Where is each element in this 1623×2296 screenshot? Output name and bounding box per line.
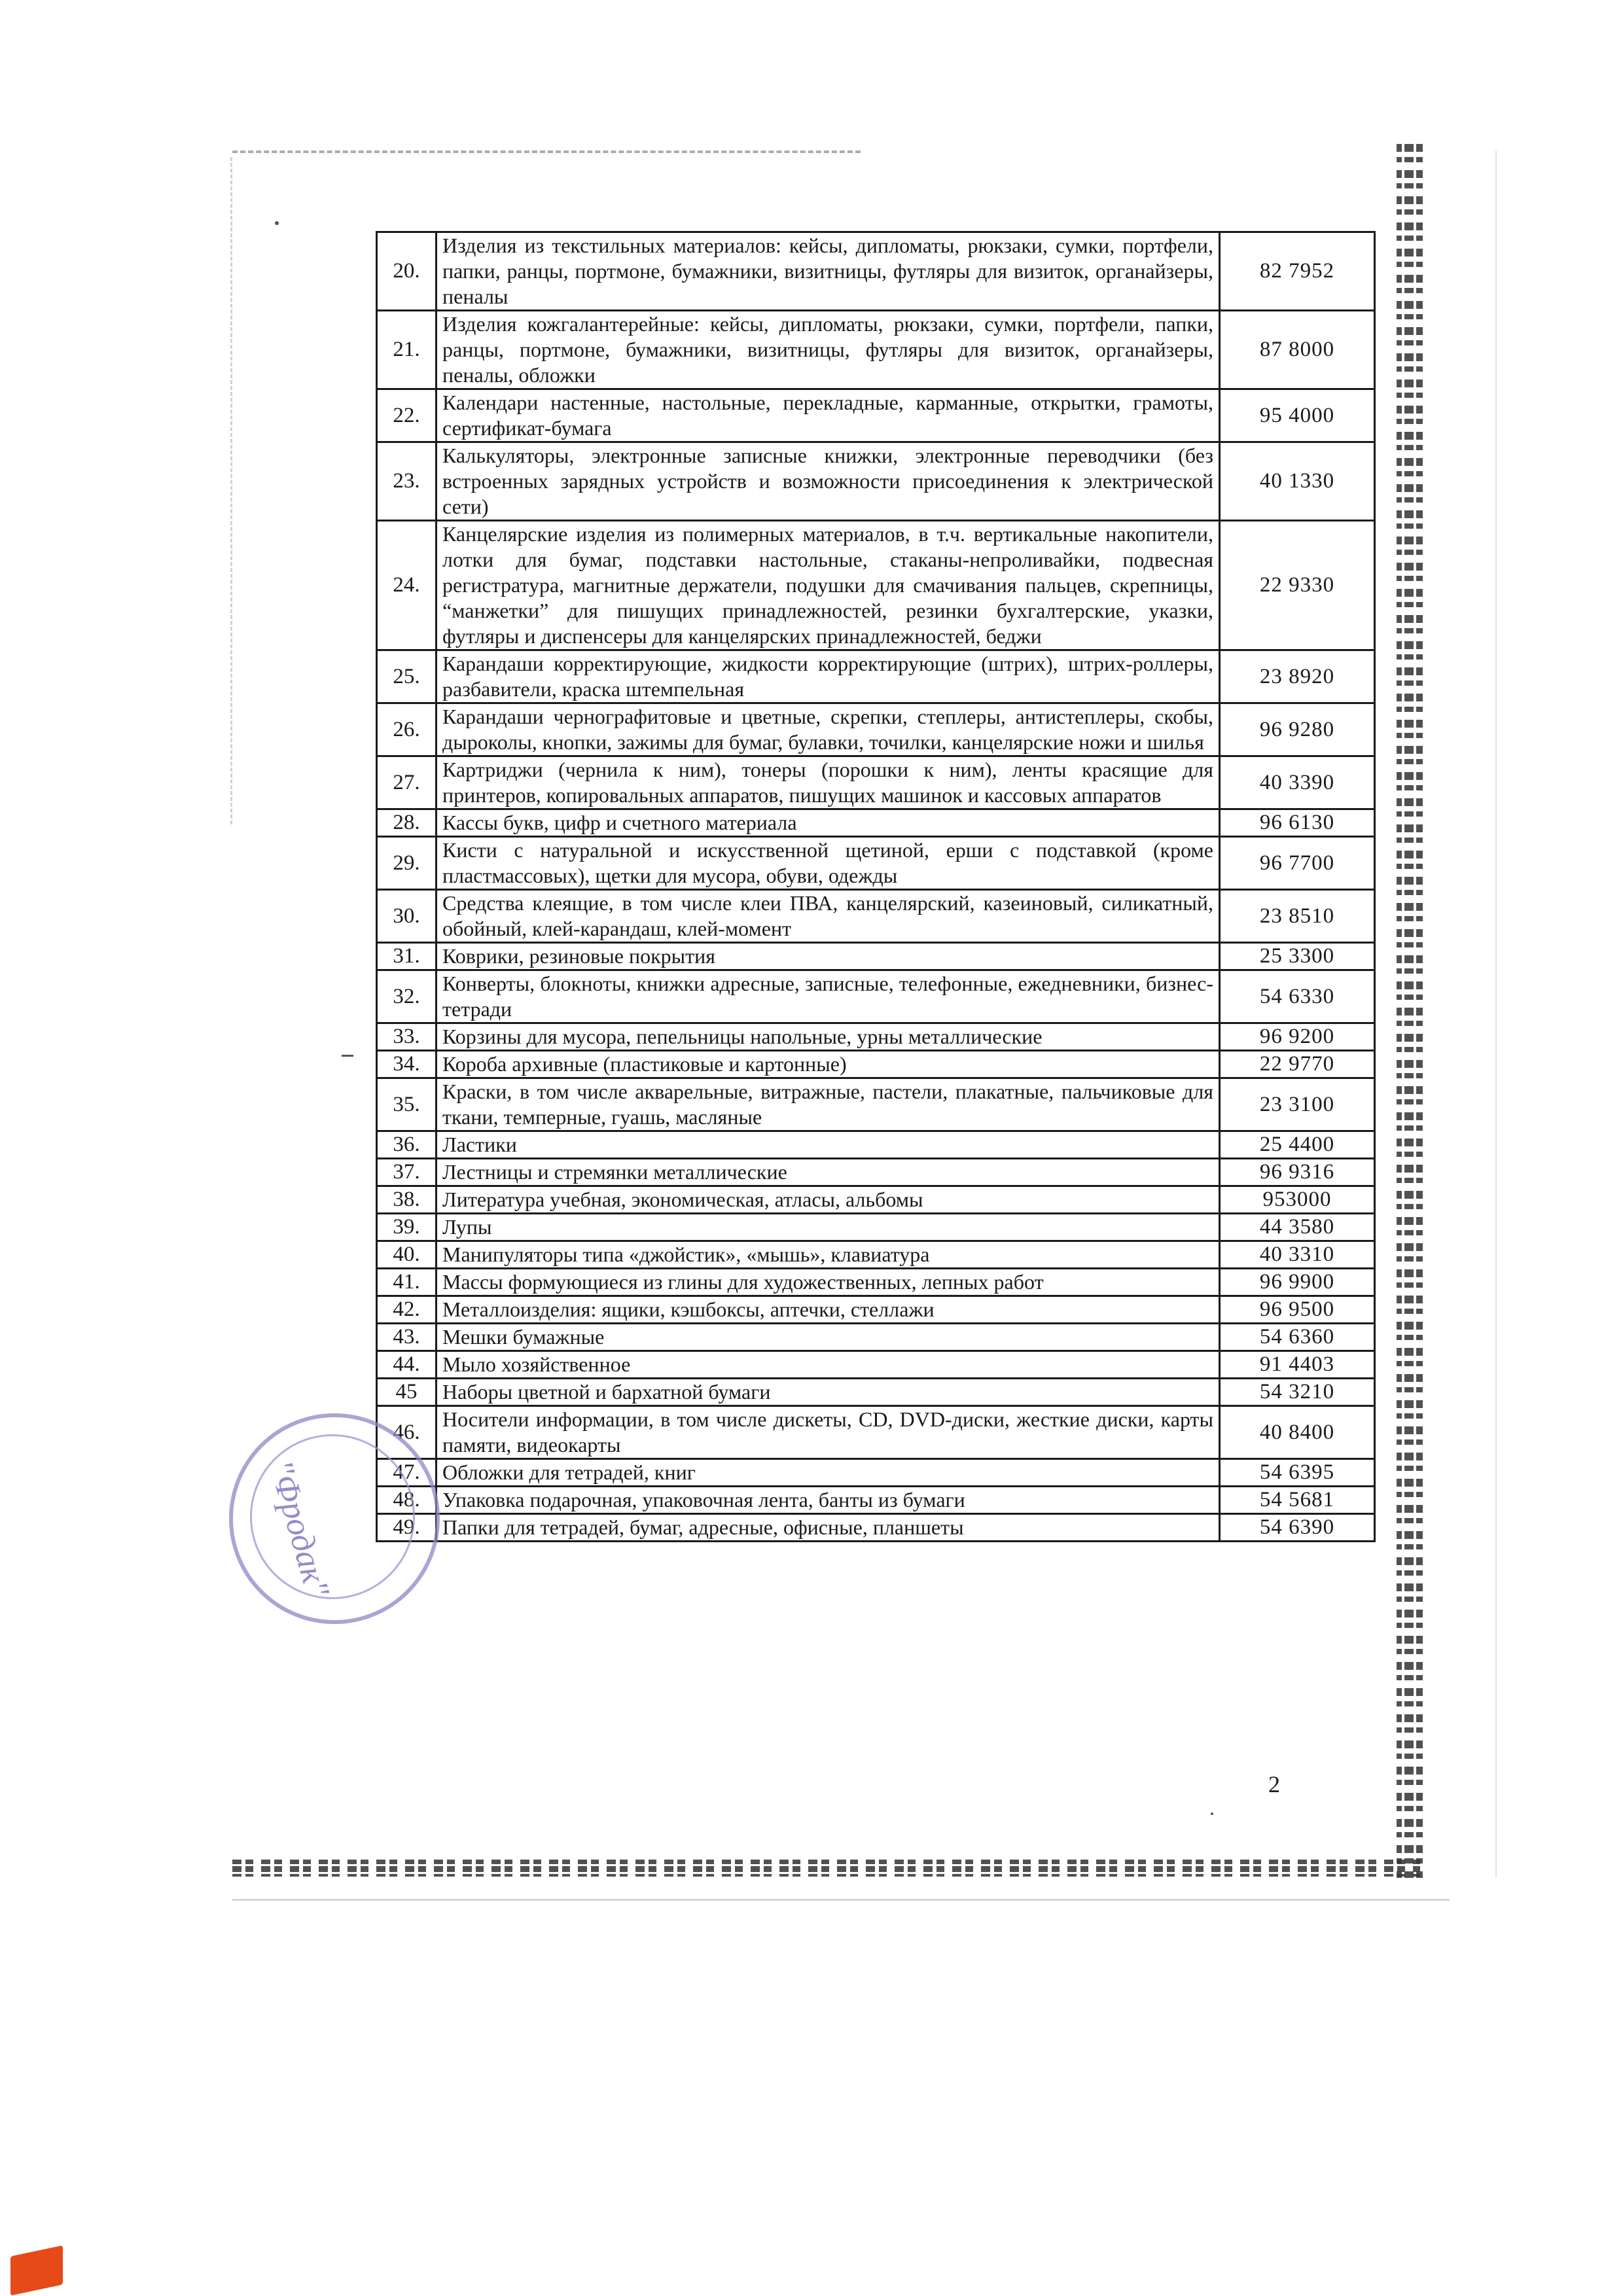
row-number: 39. (377, 1214, 437, 1241)
table-row (377, 1406, 1375, 1459)
row-number: 27. (377, 756, 437, 809)
row-description: Мыло хозяйственное (437, 1351, 1220, 1379)
table-row (377, 1296, 1375, 1324)
scan-top-edge (232, 150, 861, 153)
row-code: 96 9500 (1220, 1296, 1375, 1324)
row-number: 43. (377, 1324, 437, 1351)
ornamental-border-bottom (232, 1860, 1420, 1877)
row-number: 48. (377, 1487, 437, 1514)
row-number: 44. (377, 1351, 437, 1379)
row-code: 87 8000 (1220, 311, 1375, 389)
row-description: Изделия из текстильных материалов: кейсы, дипломаты, рюкзаки, сумки, портфели, папки, ранцы, портмоне, бумажники, визитницы, футляры для визиток, органайзеры, пеналы (437, 232, 1220, 311)
row-description: Средства клеящие, в том числе клеи ПВА, канцелярский, казеиновый, силикатный, обойный, клей-карандаш, клей-момент (437, 890, 1220, 943)
page-number: 2 (1268, 1771, 1280, 1797)
row-number: 34. (377, 1051, 437, 1078)
row-number: 30. (377, 890, 437, 943)
row-description: Упаковка подарочная, упаковочная лента, банты из бумаги (437, 1487, 1220, 1514)
row-number: 37. (377, 1159, 437, 1186)
table-row (377, 756, 1375, 809)
company-stamp (229, 1413, 440, 1624)
row-code: 54 6360 (1220, 1324, 1375, 1351)
row-number: 25. (377, 650, 437, 703)
row-description: Наборы цветной и бархатной бумаги (437, 1379, 1220, 1406)
row-code: 23 8510 (1220, 890, 1375, 943)
row-number: 46. (377, 1406, 437, 1459)
row-number: 31. (377, 943, 437, 970)
table-row (377, 311, 1375, 389)
ornamental-border-right (1397, 144, 1423, 1878)
row-description: Кисти с натуральной и искусственной щетиной, ерши с подставкой (кроме пластмассовых), щетки для мусора, обуви, одежды (437, 837, 1220, 890)
table-row (377, 1324, 1375, 1351)
row-number: 20. (377, 232, 437, 311)
table-row (377, 1023, 1375, 1051)
table-row (377, 1131, 1375, 1159)
row-number: 26. (377, 703, 437, 756)
row-number: 36. (377, 1131, 437, 1159)
table-row (377, 232, 1375, 311)
row-code: 40 1330 (1220, 442, 1375, 521)
row-code: 82 7952 (1220, 232, 1375, 311)
row-description: Ластики (437, 1131, 1220, 1159)
row-description: Изделия кожгалантерейные: кейсы, дипломаты, рюкзаки, сумки, портфели, папки, ранцы, портмоне, бумажники, визитницы, футляры для визиток, органайзеры, пеналы, обложки (437, 311, 1220, 389)
table-row (377, 650, 1375, 703)
row-number: 22. (377, 389, 437, 442)
row-code: 44 3580 (1220, 1214, 1375, 1241)
table-row (377, 1514, 1375, 1542)
row-description: Календари настенные, настольные, перекладные, карманные, открытки, грамоты, сертификат-бумага (437, 389, 1220, 442)
table-row (377, 890, 1375, 943)
row-number: 33. (377, 1023, 437, 1051)
row-description: Калькуляторы, электронные записные книжки, электронные переводчики (без встроенных зарядных устройств и возможности присоединения к электрической сети) (437, 442, 1220, 521)
scan-speck (275, 221, 279, 225)
table-row (377, 442, 1375, 521)
row-number: 41. (377, 1269, 437, 1296)
row-code: 54 6395 (1220, 1459, 1375, 1487)
row-code: 23 8920 (1220, 650, 1375, 703)
scan-bottom-edge (232, 1899, 1450, 1901)
row-number: 28. (377, 809, 437, 837)
row-number: 47. (377, 1459, 437, 1487)
row-code: 54 6330 (1220, 970, 1375, 1023)
stamp-company-name: "Фродак" (262, 1457, 336, 1602)
table-row (377, 521, 1375, 650)
table-row (377, 837, 1375, 890)
row-number: 24. (377, 521, 437, 650)
table-row (377, 1159, 1375, 1186)
table-row (377, 1078, 1375, 1131)
scan-speck (342, 1055, 353, 1057)
row-description: Папки для тетрадей, бумаг, адресные, офисные, планшеты (437, 1514, 1220, 1542)
row-code: 40 3310 (1220, 1241, 1375, 1269)
row-description: Коврики, резиновые покрытия (437, 943, 1220, 970)
row-code: 953000 (1220, 1186, 1375, 1214)
row-description: Карандаши корректирующие, жидкости корректирующие (штрих), штрих-роллеры, разбавители, краска штемпельная (437, 650, 1220, 703)
row-number: 35. (377, 1078, 437, 1131)
row-code: 96 7700 (1220, 837, 1375, 890)
row-code: 96 9900 (1220, 1269, 1375, 1296)
row-code: 96 6130 (1220, 809, 1375, 837)
table-row (377, 970, 1375, 1023)
row-number: 42. (377, 1296, 437, 1324)
row-number: 29. (377, 837, 437, 890)
product-code-table (376, 231, 1376, 1542)
row-description: Обложки для тетрадей, книг (437, 1459, 1220, 1487)
table-row (377, 703, 1375, 756)
row-code: 95 4000 (1220, 389, 1375, 442)
row-code: 40 3390 (1220, 756, 1375, 809)
row-description: Конверты, блокноты, книжки адресные, записные, телефонные, ежедневники, бизнес-тетради (437, 970, 1220, 1023)
table-row (377, 389, 1375, 442)
row-description: Краски, в том числе акварельные, витражные, пастели, плакатные, пальчиковые для ткани, темперные, гуашь, масляные (437, 1078, 1220, 1131)
row-code: 22 9770 (1220, 1051, 1375, 1078)
row-description: Короба архивные (пластиковые и картонные) (437, 1051, 1220, 1078)
scan-right-edge (1495, 150, 1497, 1878)
table-row (377, 1214, 1375, 1241)
table-row (377, 1186, 1375, 1214)
table-row (377, 1269, 1375, 1296)
row-code: 23 3100 (1220, 1078, 1375, 1131)
row-code: 25 3300 (1220, 943, 1375, 970)
stamp-inner-ring (250, 1434, 415, 1602)
row-number: 38. (377, 1186, 437, 1214)
row-description: Картриджи (чернила к ним), тонеры (порошки к ним), ленты красящие для принтеров, копировальных аппаратов, пишущих машинок и кассовых аппаратов (437, 756, 1220, 809)
watermark-badge (10, 2245, 63, 2295)
table-row (377, 1459, 1375, 1487)
table-row (377, 1351, 1375, 1379)
row-description: Лестницы и стремянки металлические (437, 1159, 1220, 1186)
table-row (377, 1379, 1375, 1406)
row-description: Литература учебная, экономическая, атласы, альбомы (437, 1186, 1220, 1214)
row-code: 91 4403 (1220, 1351, 1375, 1379)
row-number: 49. (377, 1514, 437, 1542)
row-description: Манипуляторы типа «джойстик», «мышь», клавиатура (437, 1241, 1220, 1269)
row-number: 45 (377, 1379, 437, 1406)
row-code: 54 6390 (1220, 1514, 1375, 1542)
row-description: Мешки бумажные (437, 1324, 1220, 1351)
row-number: 40. (377, 1241, 437, 1269)
row-description: Металлоизделия: ящики, кэшбоксы, аптечки, стеллажи (437, 1296, 1220, 1324)
row-code: 96 9200 (1220, 1023, 1375, 1051)
row-number: 21. (377, 311, 437, 389)
row-code: 25 4400 (1220, 1131, 1375, 1159)
row-description: Носители информации, в том числе дискеты, CD, DVD-диски, жесткие диски, карты памяти, видеокарты (437, 1406, 1220, 1459)
row-description: Лупы (437, 1214, 1220, 1241)
row-description: Канцелярские изделия из полимерных материалов, в т.ч. вертикальные накопители, лотки для бумаг, подставки настольные, стаканы-непроливайки, подвесная регистратура, магнитные держатели, подушки для смачивания пальцев, скрепницы, “манжетки” для пишущих принадлежностей, резинки бухгалтерские, указки, футляры и диспенсеры для канцелярских принадлежностей, беджи (437, 521, 1220, 650)
table-row (377, 943, 1375, 970)
table-row (377, 1241, 1375, 1269)
row-number: 32. (377, 970, 437, 1023)
row-code: 96 9316 (1220, 1159, 1375, 1186)
table-row (377, 1487, 1375, 1514)
table-row (377, 809, 1375, 837)
row-description: Массы формующиеся из глины для художественных, лепных работ (437, 1269, 1220, 1296)
row-description: Кассы букв, цифр и счетного материала (437, 809, 1220, 837)
row-number: 23. (377, 442, 437, 521)
row-code: 96 9280 (1220, 703, 1375, 756)
table-row (377, 1051, 1375, 1078)
row-description: Карандаши чернографитовые и цветные, скрепки, степлеры, антистеплеры, скобы, дыроколы, кнопки, зажимы для бумаг, булавки, точилки, канцелярские ножи и шилья (437, 703, 1220, 756)
row-description: Корзины для мусора, пепельницы напольные, урны металлические (437, 1023, 1220, 1051)
scan-left-edge (230, 157, 232, 824)
row-code: 54 5681 (1220, 1487, 1375, 1514)
row-code: 54 3210 (1220, 1379, 1375, 1406)
row-code: 40 8400 (1220, 1406, 1375, 1459)
row-code: 22 9330 (1220, 521, 1375, 650)
scan-speck (1211, 1812, 1213, 1815)
